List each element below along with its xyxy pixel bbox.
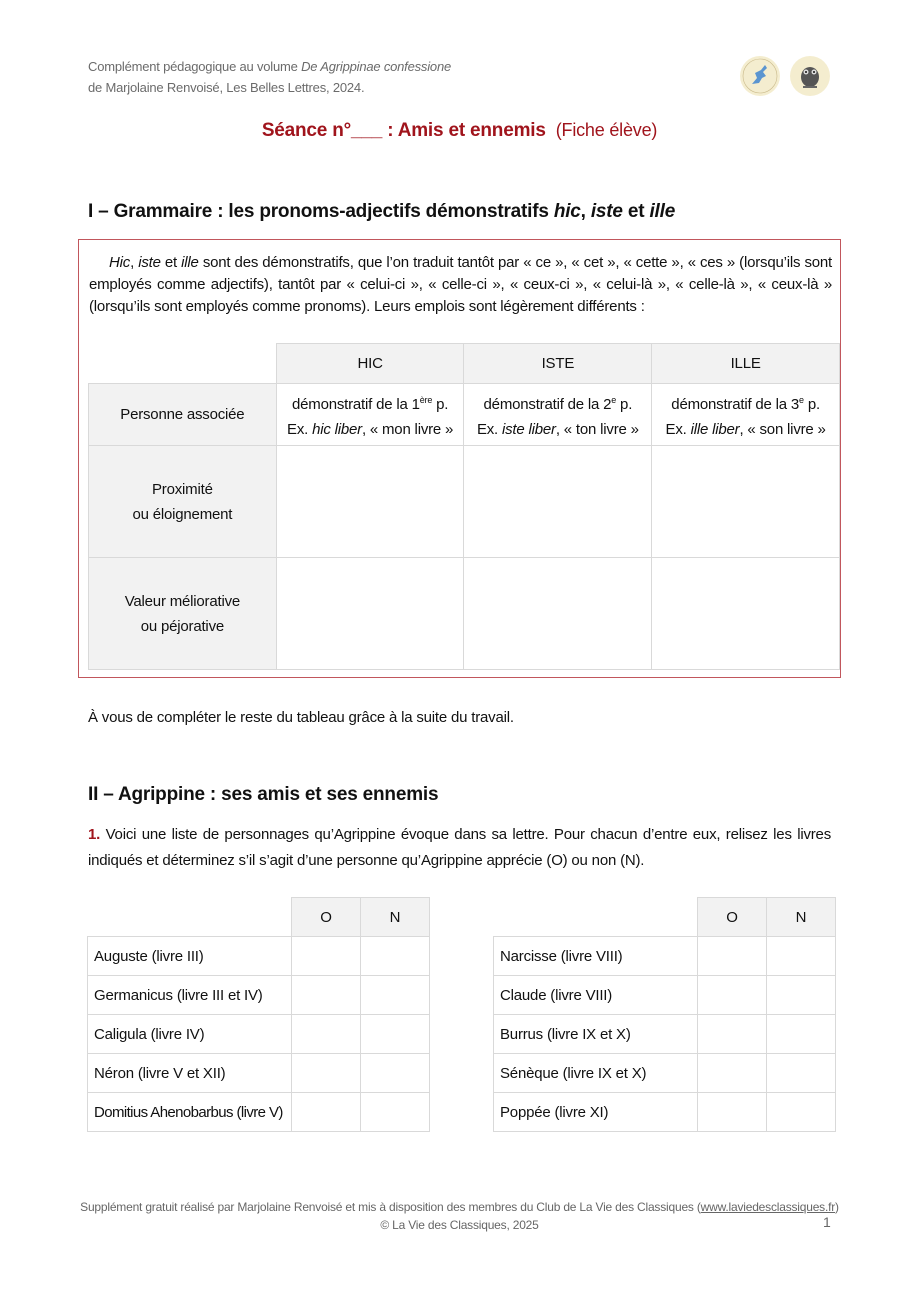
footer bbox=[0, 1198, 919, 1234]
answer-cell[interactable] bbox=[652, 558, 840, 670]
characters-table-left bbox=[87, 897, 430, 1132]
table-row: Néron (livre V et XII) bbox=[88, 1054, 430, 1093]
page-subtitle: (Fiche élève) bbox=[555, 120, 658, 140]
answer-cell[interactable] bbox=[652, 446, 840, 558]
checkbox-o[interactable] bbox=[698, 976, 767, 1015]
grammar-box bbox=[78, 239, 841, 678]
table-row: Germanicus (livre III et IV) bbox=[88, 976, 430, 1015]
page-title: Séance n°___ : Amis et ennemis (Fiche élève) bbox=[261, 120, 658, 141]
page-number: 1 bbox=[823, 1214, 831, 1230]
checkbox-n[interactable] bbox=[361, 976, 430, 1015]
row-header: Personne associée bbox=[89, 384, 277, 446]
checkbox-o[interactable] bbox=[292, 1093, 361, 1132]
instruction-text: À vous de compléter le reste du tableau grâce à la suite du travail. bbox=[88, 709, 514, 726]
checkbox-o[interactable] bbox=[698, 1093, 767, 1132]
question-number: 1. bbox=[88, 826, 101, 843]
table-corner bbox=[89, 344, 277, 384]
checkbox-n[interactable] bbox=[361, 937, 430, 976]
demonstratives-table bbox=[88, 343, 840, 670]
document-header bbox=[88, 56, 451, 98]
answer-cell[interactable] bbox=[276, 446, 464, 558]
grammar-intro: Hic, iste et ille sont des démonstratifs, que l’on traduit tantôt par « ce », « cet », « cette », « ces » (lorsqu’ils sont employés comme adjectifs), tantôt par « celui-ci », « celle-ci », « ceux-ci », « celui-là », « celle-là », « ceux-là » (lorsqu’ils sont employés comme pronoms). Leurs emplois sont légèrement différents : bbox=[89, 254, 833, 315]
checkbox-n[interactable] bbox=[361, 1093, 430, 1132]
checkbox-o[interactable] bbox=[698, 1054, 767, 1093]
table-row: Poppée (livre XI) bbox=[494, 1093, 836, 1132]
column-header: ILLE bbox=[652, 344, 840, 384]
column-header-n: N bbox=[767, 898, 836, 937]
checkbox-n[interactable] bbox=[767, 1093, 836, 1132]
section-1-heading: I – Grammaire : les pronoms-adjectifs démonstratifs hic, iste et ille bbox=[88, 201, 676, 222]
row-header: Valeur méliorative ou péjorative bbox=[89, 558, 277, 670]
column-header: HIC bbox=[276, 344, 464, 384]
checkbox-n[interactable] bbox=[767, 1054, 836, 1093]
answer-cell[interactable] bbox=[464, 558, 652, 670]
column-header-n: N bbox=[361, 898, 430, 937]
answer-cell[interactable] bbox=[276, 558, 464, 670]
table-row: Burrus (livre IX et X) bbox=[494, 1015, 836, 1054]
question-1: 1. Voici une liste de personnages qu’Agrippine évoque dans sa lettre. Pour chacun d’entre eux, relisez les livres indiqués et déterminez s’il s’agit d’une personne qu’Agrippine apprécie (O) ou non (N). bbox=[88, 826, 831, 869]
table-row: Claude (livre VIII) bbox=[494, 976, 836, 1015]
website-link[interactable]: www.laviedesclassiques.fr bbox=[700, 1200, 836, 1214]
checkbox-n[interactable] bbox=[767, 937, 836, 976]
checkbox-o[interactable] bbox=[292, 1054, 361, 1093]
la-vie-des-classiques-logo-icon bbox=[740, 56, 780, 96]
checkbox-o[interactable] bbox=[292, 1015, 361, 1054]
owl-logo-icon bbox=[790, 56, 830, 96]
section-2-heading: II – Agrippine : ses amis et ses ennemis bbox=[88, 784, 439, 805]
checkbox-n[interactable] bbox=[361, 1054, 430, 1093]
table-row: Narcisse (livre VIII) bbox=[494, 937, 836, 976]
header-line-1: Complément pédagogique au volume De Agrippinae confessione bbox=[88, 59, 452, 74]
checkbox-o[interactable] bbox=[698, 937, 767, 976]
table-cell: démonstratif de la 1ère p. Ex. hic liber, « mon livre » bbox=[276, 384, 464, 446]
checkbox-n[interactable] bbox=[767, 1015, 836, 1054]
column-header-o: O bbox=[292, 898, 361, 937]
column-header: ISTE bbox=[464, 344, 652, 384]
table-row: Caligula (livre IV) bbox=[88, 1015, 430, 1054]
characters-table-right bbox=[493, 897, 836, 1132]
table-row: Domitius Ahenobarbus (livre V) bbox=[88, 1093, 430, 1132]
table-cell: démonstratif de la 3e p. Ex. ille liber, « son livre » bbox=[652, 384, 840, 446]
table-row: Auguste (livre III) bbox=[88, 937, 430, 976]
checkbox-n[interactable] bbox=[767, 976, 836, 1015]
table-row: Sénèque (livre IX et X) bbox=[494, 1054, 836, 1093]
answer-cell[interactable] bbox=[464, 446, 652, 558]
checkbox-o[interactable] bbox=[292, 937, 361, 976]
header-line-2: de Marjolaine Renvoisé, Les Belles Lettres, 2024. bbox=[88, 80, 365, 95]
table-cell: démonstratif de la 2e p. Ex. iste liber, « ton livre » bbox=[464, 384, 652, 446]
checkbox-n[interactable] bbox=[361, 1015, 430, 1054]
column-header-o: O bbox=[698, 898, 767, 937]
logos bbox=[740, 56, 830, 96]
footer-line-1: Supplément gratuit réalisé par Marjolaine Renvoisé et mis à disposition des membres du Club de La Vie des Classiques (www.laviedesclassiques.fr) bbox=[80, 1200, 839, 1214]
row-header: Proximité ou éloignement bbox=[89, 446, 277, 558]
book-title: De Agrippinae confessione bbox=[301, 59, 452, 74]
checkbox-o[interactable] bbox=[292, 976, 361, 1015]
checkbox-o[interactable] bbox=[698, 1015, 767, 1054]
copyright: © La Vie des Classiques, 2025 bbox=[380, 1218, 539, 1232]
